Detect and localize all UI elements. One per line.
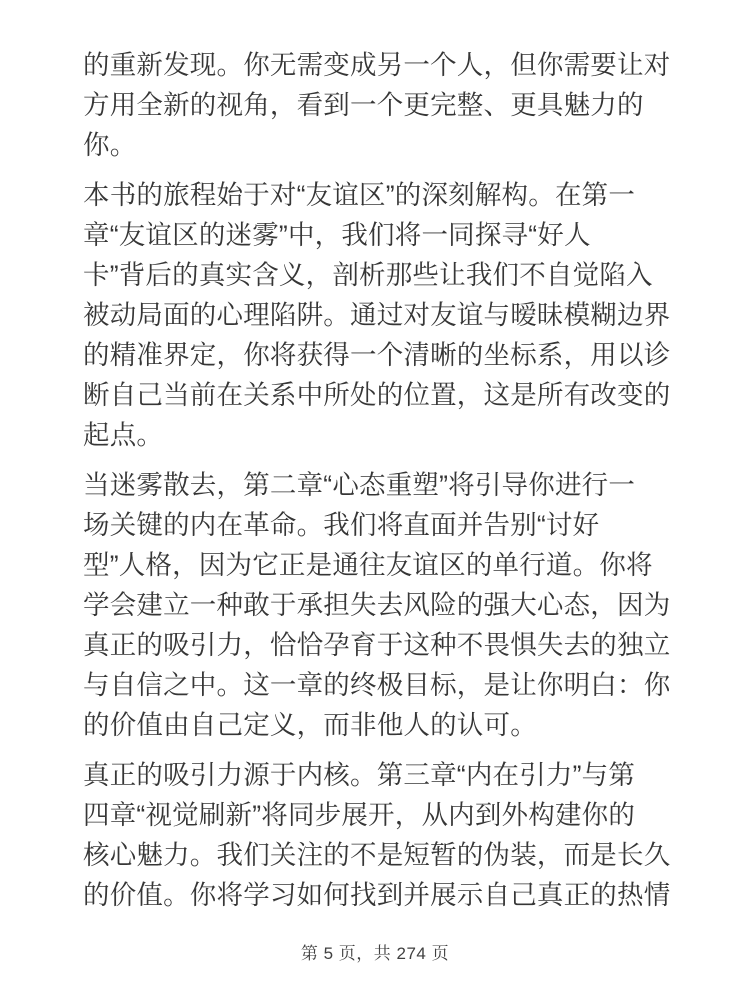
text-line: 方用全新的视角，看到一个更完整、更具魅力的 <box>83 90 644 120</box>
text-line: 的重新发现。你无需变成另一个人，但你需要让对 <box>83 50 671 80</box>
text-line: 真正的吸引力，恰恰孕育于这种不畏惧失去的独立 <box>83 630 671 660</box>
text-line: 断自己当前在关系中所处的位置，这是所有改变的 <box>83 380 671 410</box>
text-line: 的精准界定，你将获得一个清晰的坐标系，用以诊 <box>83 340 671 370</box>
paragraph <box>83 755 671 915</box>
text-line: 的价值。你将学习如何找到并展示自己真正的热情 <box>83 880 671 910</box>
text-line: 与自信之中。这一章的终极目标，是让你明白：你 <box>83 670 671 700</box>
text-line: 学会建立一种敢于承担失去风险的强大心态，因为 <box>83 590 671 620</box>
text-line: 你。 <box>83 130 137 160</box>
paragraph <box>83 45 671 165</box>
text-line: 本书的旅程始于对“友谊区”的深刻解构。在第一 <box>83 180 636 210</box>
text-line: 核心魅力。我们关注的不是短暂的伪装，而是长久 <box>83 840 671 870</box>
text-line: 型”人格，因为它正是通往友谊区的单行道。你将 <box>83 550 653 580</box>
text-line: 四章“视觉刷新”将同步展开，从内到外构建你的 <box>83 800 636 830</box>
text-line: 当迷雾散去，第二章“心态重塑”将引导你进行一 <box>83 470 636 500</box>
page-footer <box>0 942 750 966</box>
paragraph <box>83 175 671 455</box>
paragraph <box>83 465 671 745</box>
page-number-indicator: 第 5 页，共 274 页 <box>300 944 450 963</box>
page-content <box>83 45 671 925</box>
text-line: 场关键的内在革命。我们将直面并告别“讨好 <box>83 510 600 540</box>
text-line: 的价值由自己定义，而非他人的认可。 <box>83 710 537 740</box>
text-line: 真正的吸引力源于内核。第三章“内在引力”与第 <box>83 760 636 790</box>
text-line: 起点。 <box>83 420 164 450</box>
text-line: 被动局面的心理陷阱。通过对友谊与暧昧模糊边界 <box>83 300 671 330</box>
text-line: 章“友谊区的迷雾”中，我们将一同探寻“好人 <box>83 220 591 250</box>
text-line: 卡”背后的真实含义，剖析那些让我们不自觉陷入 <box>83 260 653 290</box>
